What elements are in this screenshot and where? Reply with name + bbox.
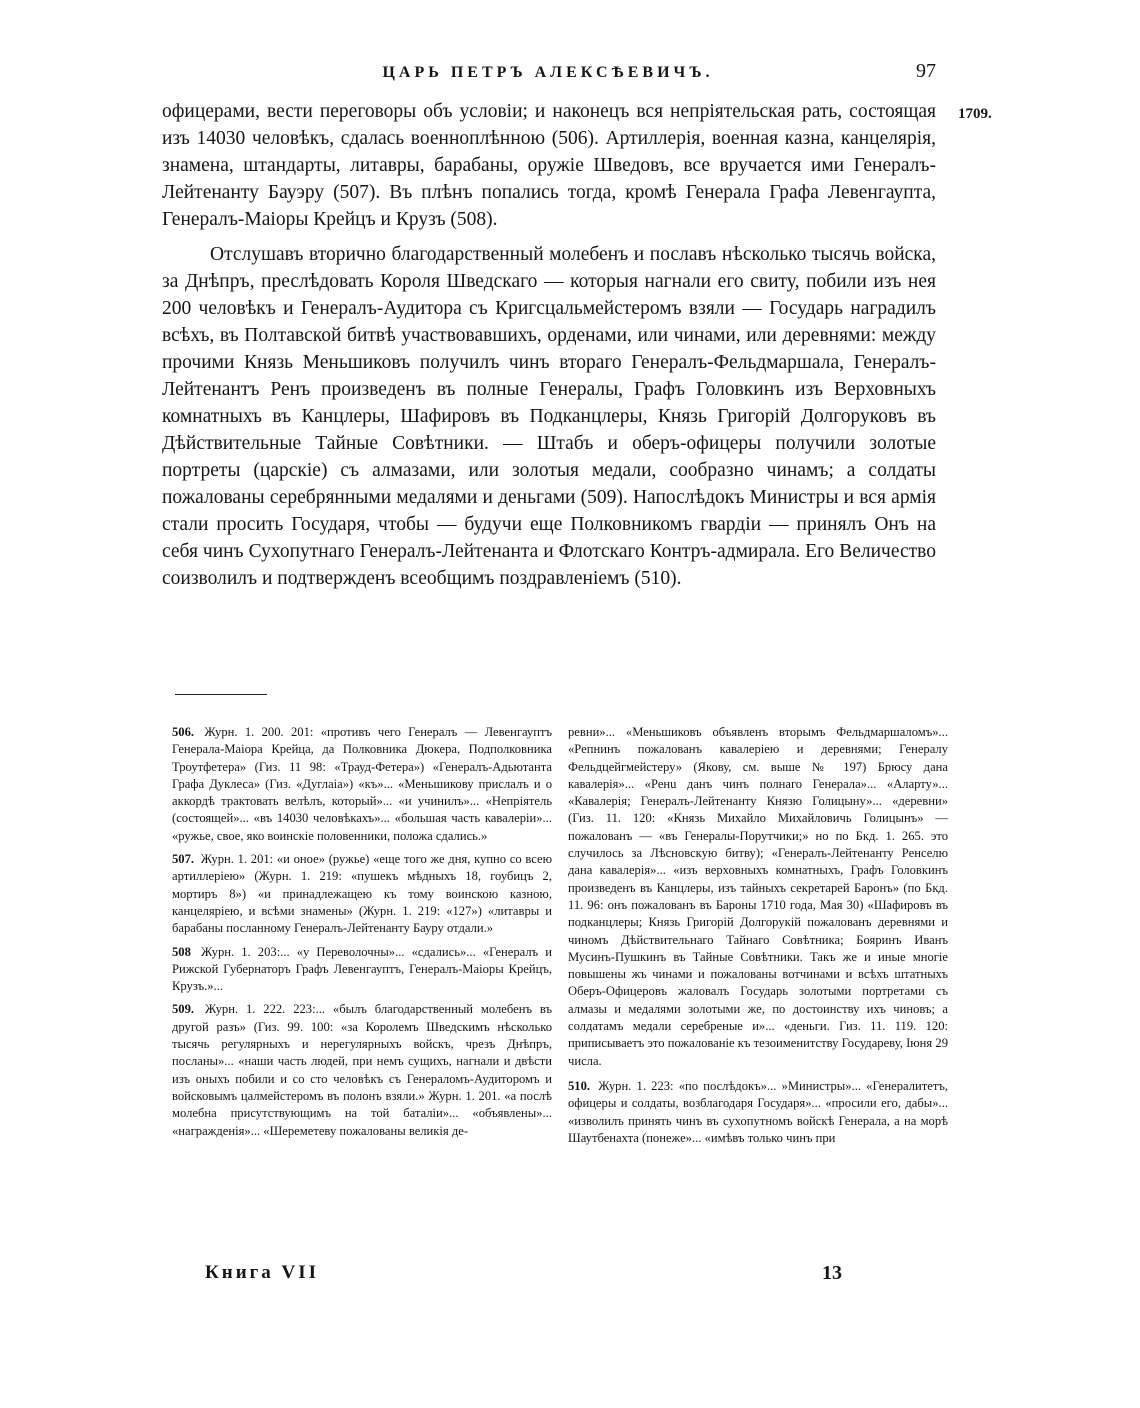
main-paragraph-1: офицерами, вести переговоры объ условіи; и наконецъ вся непріятельская рать, состоящая изъ 14030 человѣкъ, сдалась военноплѣнною (506). Артиллерія, военная казна, канцелярія, знамена, штандарты, литавры, барабаны, оружіе Шведовъ, все вручается ими Генералъ-Лейтенанту Бауэру (507). Въ плѣнъ попались тогда, кромѣ Генерала Графа Левенгаупта, Генералъ-Маіоры Крейцъ и Крузъ (508). (162, 101, 936, 230)
footnote-text: Журн. 1. 201: «и оное» (ружье) «еще того же дня, купно со всею артиллеріею» (Журн. 1. 219: «пушекъ мѣдныхъ 18, гоубицъ 2, мортиръ 8») «и принадлежащею къ тому воинскою казною, канцеляріею, и всѣми знамены» (Журн. 1. 219: «127») «литавры и барабаны посланному Генералъ-Лейтенанту Бауру отдали.» (172, 852, 553, 936)
footnote-divider (175, 694, 267, 695)
footnote-number: 509. (172, 1002, 195, 1017)
footnotes-left-column (172, 724, 552, 1146)
footnote-506 (172, 724, 552, 845)
footnote-509 (172, 1001, 552, 1139)
main-paragraph-2: Отслушавъ вторично благодарственный молебенъ и пославъ нѣсколько тысячь войска, за Днѣпръ, преслѣдовать Короля Шведскаго — которыя нагнали его свиту, побили изъ нея 200 человѣкъ и Генералъ-Аудитора съ Кригсцальмейстеромъ взяли — Государь наградилъ всѣхъ, въ Полтавской битвѣ участвовавшихъ, орденами, или чинами, или деревнями: между прочими Князь Меньшиковъ получилъ чинъ втораго Генералъ-Фельдмаршала, Генералъ-Лейтенантъ Ренъ произведенъ въ полные Генералы, Графъ Головкинъ изъ Верховныхъ комнатныхъ въ Канцлеры, Шафировъ въ Подканцлеры, Князь Григорій Долгоруковъ въ Дѣйствительные Тайные Совѣтники. — Штабъ и оберъ-офицеры получили золотые портреты (царскіе) съ алмазами, или золотыя медали, сообразно чинамъ; а солдаты пожалованы серебрянными медалями и деньгами (509). Напослѣдокъ Министры и вся армія стали просить Государя, чтобы — будучи еще Полковникомъ гвардіи — принялъ Онъ на себя чинъ Сухопутнаго Генералъ-Лейтенанта и Флотскаго Контръ-адмирала. Его Величество соизволилъ и подтвержденъ всеобщимъ поздравленіемъ (510). (162, 244, 936, 589)
footnote-number: 507. (172, 852, 195, 867)
margin-year-note: 1709. (958, 106, 992, 122)
footnote-508 (172, 944, 552, 996)
footnote-text: Журн. 1. 200. 201: «противъ чего Генералъ — Левенгауптъ Генерала-Маіора Крейца, да Полковника Дюкера, Подполковника Троутфетера» (Гиз. 11 98: «Трауд-Фетера») «Генералъ-Адьютанта Графа Дуклеса» (Гиз. «Дуглаіа») «къ»... «Меньшикову прислалъ и о аккордѣ трактовать велѣлъ, который»... «и учинилъ»... «Непріятель (состоящей»... «въ 14030 человѣкахъ»... «большая часть кавалеріи»... «ружье, свое, яко воинскіе половенники, положа сдались.» (172, 725, 552, 843)
footnote-text: Журн. 1. 222. 223:... «былъ благодарственный молебенъ въ другой разъ» (Гиз. 99. 100: «за Королемъ Шведскимъ нѣсколько тысячь регулярныхъ и нерегулярныхъ войскъ, чрезъ Днѣпръ, посланы»... «наши часть людей, при немъ сущихъ, нагнали и двѣсти изъ оныхъ побили и со сто человѣкъ съ Генераломъ-Аудиторомъ и войсковымъ цалмейстеромъ въ полонъ взяли.» Журн. 1. 201. «а послѣ молебна присутствующимъ на той баталіи»... «объявлены»... «награжденія»... «Шереметеву пожалованы великія де- (172, 1002, 552, 1138)
footnote-text: Журн. 1. 203:... «у Переволочны»... «сдались»... «Генералъ и Рижской Губернаторъ Графъ Левенгауптъ, Генералъ-Маіоры Крейцъ, Крузъ.»... (172, 944, 552, 994)
footnote-509-continuation: ревни»... «Меньшиковъ объявленъ вторымъ Фельдмаршаломъ»... «Репнинъ пожалованъ кавалеріею и деревнями; Генералу Фельдцейгмейстеру» (Якову, см. выше № 197) Брюсу дана кавалерія»... «Ренu данъ чинъ полнаго Генерала»... «Аларту»... «Кавалерія; Генералъ-Лейтенанту Князю Голицыну»... «деревни» (Гиз. 11. 120: «Князь Михайло Михайловичь Голицынъ» — пожалованъ — «въ Генералы-Порутчики;» но по Бкд. 1. 265. это случилось за Лѣсновскую битву); «Генералъ-Лейтенанту Ренселю дана кавалерія»... «изъ верховныхъ комнатныхъ, Графъ Головкинъ произведенъ въ Канцлеры, изъ тайныхъ секретарей Баронъ» (по Бкд. 11. 96: онъ пожалованъ въ Бароны 1710 года, Мая 30) «Шафировъ въ подканцлеры; Князь Григорій Долгорукій пожалованъ деревнями и чиномъ Дѣйствительнаго Тайнаго Совѣтника; Бояринъ Иванъ Мусинъ-Пушкинъ въ Тайные Совѣтники. Такъ же и иные многіе повышены жъ чинами и пожалованы вотчинами и всѣхъ штатныхъ Оберъ-Офицеровъ жаловалъ Государь золотыми портретами съ алмазы и медалями золотыми же, по достоинству ихъ чиновъ; а солдатамъ медали серебреные и»... «деньги. Гиз. 11. 119. 120: приписываетъ это пожалованіе къ тезоименитству Государеву, Іюня 29 числа. (568, 725, 948, 1068)
footnote-text: Журн. 1. 223: «по послѣдокъ»... »Министры»... «Генералитетъ, офицеры и солдаты, возблагодаря Государя»... «просили его, дабы»... «изволилъ принять чинъ въ сухопутномъ войскѣ Генерала, а на морѣ Шаутбенахта (понеже»... «имѣвъ только чинъ при (568, 1078, 948, 1145)
printer-signature: Книга VII (205, 1262, 320, 1283)
footnote-507 (172, 851, 552, 937)
running-head (160, 60, 936, 88)
footnote-number: 508 (172, 944, 191, 959)
sheet-number: 13 (822, 1262, 842, 1284)
footnote-510 (568, 1078, 948, 1147)
page-number: 97 (916, 60, 936, 82)
footnote-number: 506. (172, 725, 195, 739)
footnotes-right-column (568, 724, 948, 1153)
running-title: ЦАРЬ ПЕТРЪ АЛЕКСѢЕВИЧЪ. (382, 64, 714, 81)
footnote-number: 510. (568, 1078, 591, 1093)
main-text (162, 98, 936, 592)
